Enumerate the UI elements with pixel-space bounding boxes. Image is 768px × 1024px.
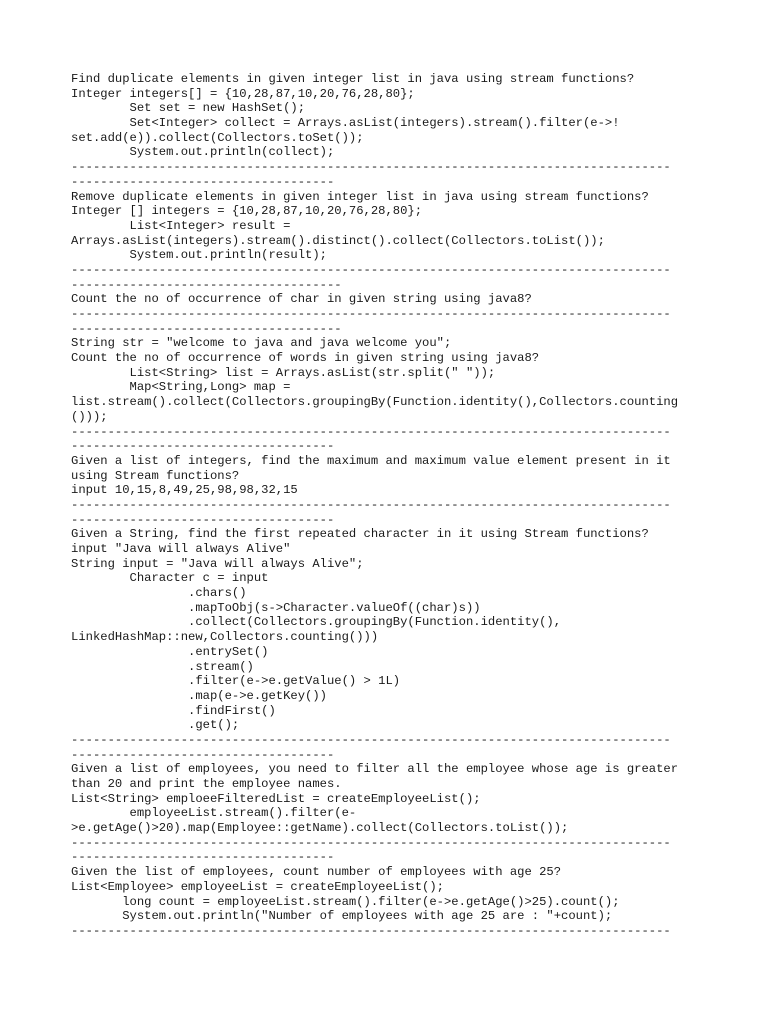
text-line: Given a list of integers, find the maximum and maximum value element present in it <box>71 453 671 468</box>
separator-line: ------------------------------------- <box>71 321 342 336</box>
text-line: Set<Integer> collect = Arrays.asList(integers).stream().filter(e->! <box>71 116 620 131</box>
text-line: using Stream functions? <box>71 468 240 483</box>
separator-line: ---------------------------------------------------------------------------------- <box>71 307 671 321</box>
text-line: List<Integer> result = <box>71 218 291 233</box>
text-line: .filter(e->e.getValue() > 1L) <box>71 674 401 689</box>
text-line: Count the no of occurrence of char in given string using java8? <box>71 292 532 307</box>
text-line: .chars() <box>71 586 247 601</box>
text-line: String str = "welcome to java and java welcome you"; <box>71 336 452 351</box>
text-line: ())); <box>71 409 108 424</box>
text-line: Set set = new HashSet(); <box>71 101 306 116</box>
text-line: .mapToObj(s->Character.valueOf((char)s)) <box>71 600 481 615</box>
text-line: Find duplicate elements in given integer list in java using stream functions? <box>71 72 635 86</box>
text-line: System.out.println("Number of employees with age 25 are : "+count); <box>71 909 613 924</box>
separator-line: ---------------------------------------------------------------------------------- <box>71 732 671 747</box>
text-line: .collect(Collectors.groupingBy(Function.identity(), <box>71 615 562 630</box>
separator-line: ---------------------------------------------------------------------------------- <box>71 835 671 850</box>
separator-line: ------------------------------------ <box>71 850 335 865</box>
separator-line: ------------------------------------- <box>71 277 342 292</box>
text-line: .findFirst() <box>71 703 276 718</box>
text-line: LinkedHashMap::new,Collectors.counting())) <box>71 630 379 645</box>
text-line: System.out.println(collect); <box>71 145 335 160</box>
separator-line: ---------------------------------------------------------------------------------- <box>71 262 671 277</box>
text-line: .entrySet() <box>71 644 269 659</box>
text-line: List<Employee> employeeList = createEmployeeList(); <box>71 879 444 894</box>
text-line: list.stream().collect(Collectors.groupingBy(Function.identity(),Collectors.counting <box>71 395 679 410</box>
text-line: Given a String, find the first repeated character in it using Stream functions? <box>71 527 649 542</box>
text-line: long count = employeeList.stream().filter(e->e.getAge()>25).count(); <box>71 894 620 909</box>
text-line: Character c = input <box>71 571 269 586</box>
separator-line: ------------------------------------ <box>71 174 335 189</box>
text-line: Integer integers[] = {10,28,87,10,20,76,28,80}; <box>71 86 415 101</box>
separator-line: ---------------------------------------------------------------------------------- <box>71 160 671 175</box>
text-line: Given a list of employees, you need to filter all the employee whose age is greater <box>71 762 679 777</box>
text-line: Count the no of occurrence of words in given string using java8? <box>71 351 540 366</box>
separator-line: ------------------------------------ <box>71 512 335 527</box>
text-line: input "Java will always Alive" <box>71 542 291 556</box>
text-line: String input = "Java will always Alive"; <box>71 556 364 571</box>
text-line: set.add(e)).collect(Collectors.toSet()); <box>71 130 364 145</box>
text-line: Map<String,Long> map = <box>71 380 291 395</box>
separator-line: ------------------------------------ <box>71 439 335 454</box>
text-line: List<String> list = Arrays.asList(str.split(" ")); <box>71 365 496 380</box>
text-line: >e.getAge()>20).map(Employee::getName).collect(Collectors.toList()); <box>71 821 569 836</box>
text-line: Integer [] integers = {10,28,87,10,20,76,28,80}; <box>71 204 423 219</box>
text-line: employeeList.stream().filter(e- <box>71 806 357 821</box>
text-line: Arrays.asList(integers).stream().distinct().collect(Collectors.toList()); <box>71 233 605 248</box>
text-line: System.out.println(result); <box>71 248 327 263</box>
document-page <box>71 72 711 939</box>
text-line: Remove duplicate elements in given integer list in java using stream functions? <box>71 189 649 204</box>
text-line: .stream() <box>71 659 254 674</box>
separator-line: ---------------------------------------------------------------------------------- <box>71 424 671 439</box>
text-line: Given the list of employees, count number of employees with age 25? <box>71 865 562 880</box>
text-line: .get(); <box>71 718 240 733</box>
text-line: .map(e->e.getKey()) <box>71 688 327 703</box>
separator-line: ---------------------------------------------------------------------------------- <box>71 497 671 512</box>
separator-line: ---------------------------------------------------------------------------------- <box>71 923 671 938</box>
text-line: List<String> emploeeFilteredList = createEmployeeList(); <box>71 791 481 806</box>
separator-line: ------------------------------------ <box>71 747 335 762</box>
text-line: input 10,15,8,49,25,98,98,32,15 <box>71 483 298 498</box>
text-line: than 20 and print the employee names. <box>71 777 342 791</box>
